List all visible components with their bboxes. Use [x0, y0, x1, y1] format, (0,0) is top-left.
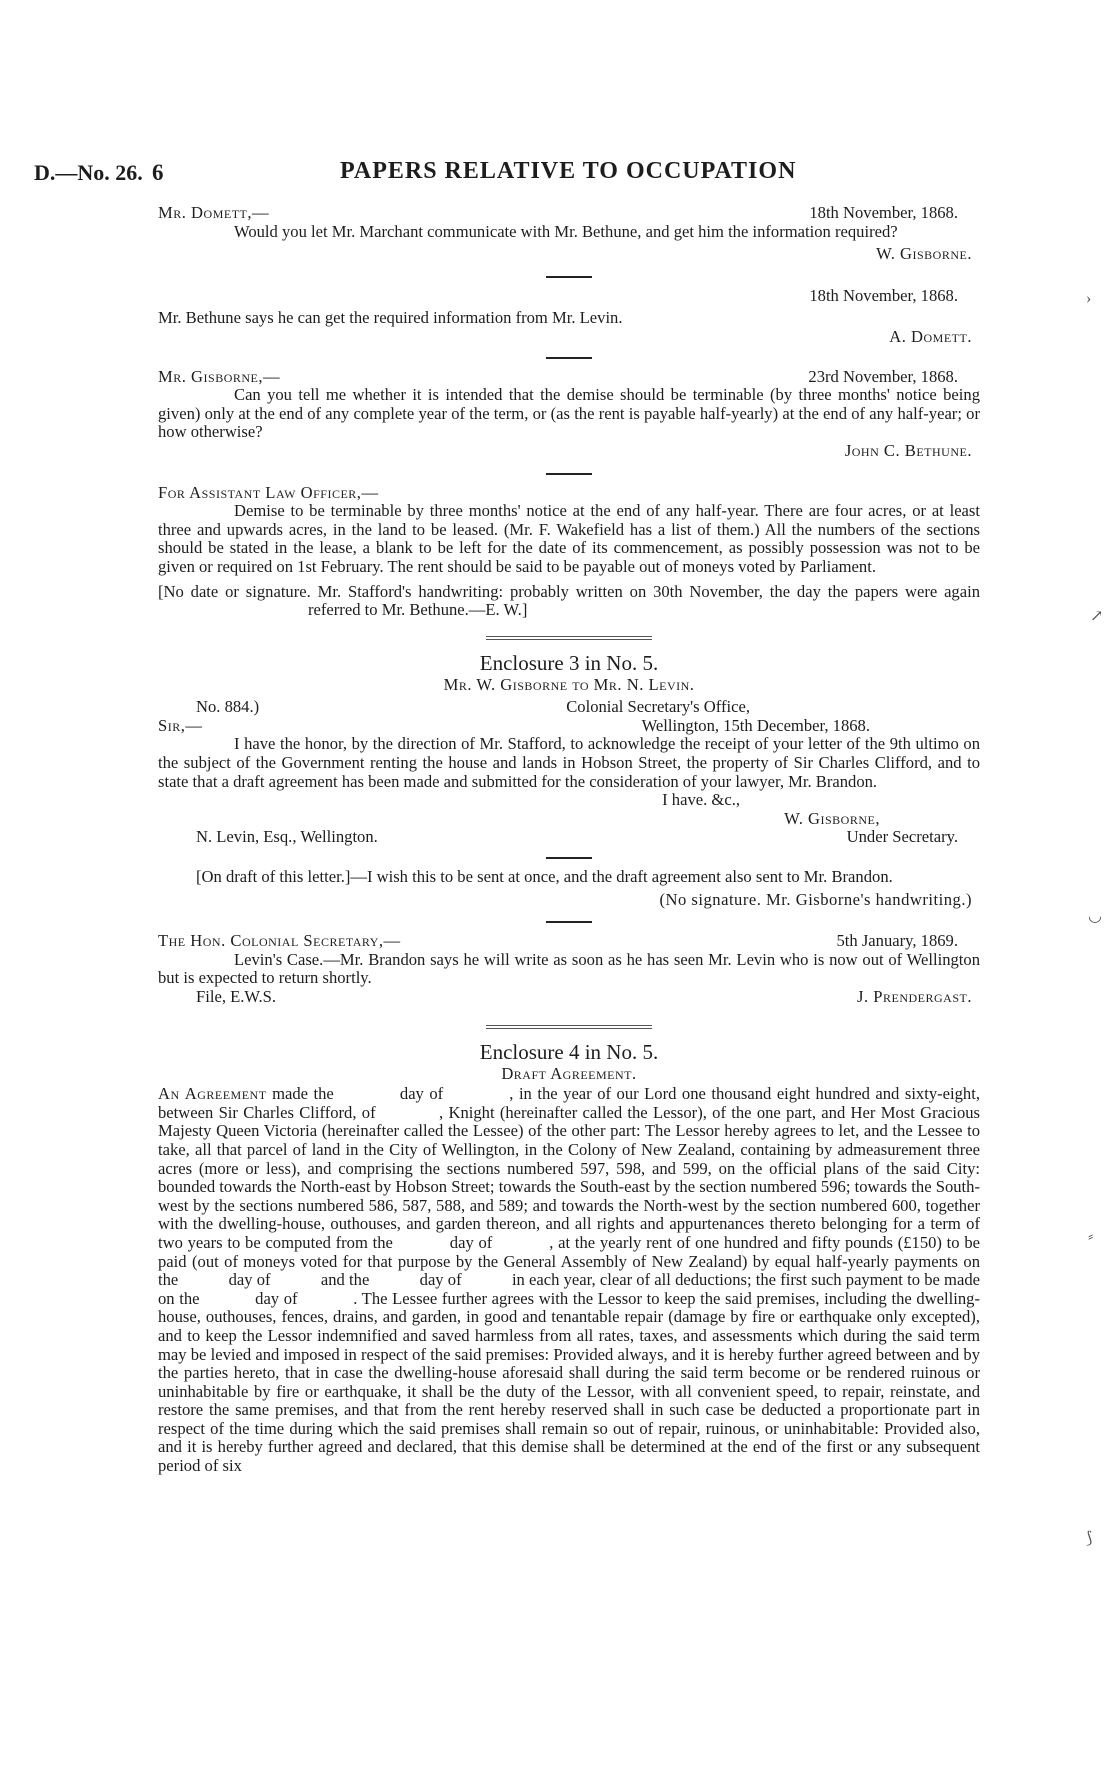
draft-note-signature: (No signature. Mr. Gisborne's handwriting.) — [659, 889, 972, 909]
memo-date: 18th November, 1868. — [809, 203, 958, 222]
divider-rule — [546, 921, 592, 923]
memo-body: Levin's Case.—Mr. Brandon says he will write as soon as he has seen Mr. Levin who is now out of Wellington but is expected to return shortly. — [158, 949, 980, 988]
letter-signatory-title: Under Secretary. — [846, 827, 958, 847]
memo-signature: John C. Bethune. — [844, 440, 972, 460]
section-divider — [486, 636, 652, 640]
divider-rule — [546, 473, 592, 475]
memo-addressee: The Hon. Colonial Secretary,— — [158, 931, 401, 951]
document-body — [158, 203, 985, 1476]
agreement-lead: An Agreement — [158, 1084, 267, 1104]
margin-mark: ⸗ — [1088, 1228, 1094, 1245]
memo-date: 23rd November, 1868. — [808, 366, 958, 386]
memo-signature: J. Prendergast. — [857, 987, 972, 1006]
document-reference: D.—No. 26. — [34, 160, 143, 185]
letter-signature: W. Gisborne, — [784, 808, 880, 828]
page-number: 6 — [152, 160, 164, 185]
margin-mark: ◡ — [1088, 908, 1102, 925]
enclosure-4 — [158, 1039, 985, 1476]
memo-file-note: File, E.W.S. — [196, 987, 277, 1006]
memo-signature: A. Domett. — [889, 326, 972, 346]
memo-date: 18th November, 1868. — [809, 285, 958, 305]
memo-body: Would you let Mr. Marchant communicate with Mr. Bethune, and get him the information required? — [234, 221, 898, 241]
margin-mark: › — [1086, 290, 1092, 307]
memo-addressee: Mr. Gisborne,— — [158, 366, 281, 386]
page-title: PAPERS RELATIVE TO OCCUPATION — [340, 158, 797, 184]
divider-rule — [546, 276, 592, 278]
letter-place-date: Wellington, 15th December, 1868. — [641, 715, 870, 735]
memo-body: Mr. Bethune says he can get the required information from Mr. Levin. — [158, 308, 623, 328]
divider-rule — [546, 357, 592, 359]
memo-signature: W. Gisborne. — [876, 244, 972, 264]
enclosure-subheading: Mr. W. Gisborne to Mr. N. Levin. — [443, 674, 695, 694]
memo-bethune-note — [158, 287, 980, 347]
memo-law-officer — [158, 484, 980, 620]
memo-date: 5th January, 1869. — [836, 931, 958, 951]
letter-recipient: N. Levin, Esq., Wellington. — [196, 827, 378, 847]
letter-number: No. 884.) — [196, 697, 260, 717]
draft-note-text: [On draft of this letter.]—I wish this to be sent at once, and the draft agreement also sent to Mr. Brandon. — [196, 867, 893, 887]
divider-rule — [546, 857, 592, 859]
enclosure-heading: Enclosure 3 in No. 5. — [479, 650, 659, 675]
letter-body: I have the honor, by the direction of Mr. Stafford, to acknowledge the receipt of your letter of the 9th ultimo on the subject of the Government renting the house and lands in Hobson Street, the property of Sir Charles Clifford, and to state that a draft agreement has been made and submitted for the consideration of your lawyer, Mr. Brandon. — [158, 734, 980, 791]
enclosure-heading: Enclosure 4 in No. 5. — [479, 1039, 659, 1064]
letter-closing: I have. &c., — [662, 790, 740, 810]
draft-note — [158, 868, 980, 909]
enclosure-subheading: Draft Agreement. — [501, 1063, 637, 1083]
memo-domett — [158, 204, 980, 264]
agreement-text: made the day of , in the year of our Lord one thousand eight hundred and sixty-eight, between Sir Charles Clifford, of , Knight (hereinafter called the Lessor), of the one part, and Her Most Gracious Majesty Queen Victoria (hereinafter called the Lessee) of the other part: The Lessor hereby agrees to let, and the Lessee to take, all that parcel of land in the City of Wellington, in the Colony of New Zealand, containing by admeasurement three acres (more or less), and comprising the sections numbered 597, 598, and 599, on the official plans of the said City: bounded towards the North-east by Hobson Street; towards the South-east by the section numbered 596; towards the South-west by the sections numbered 586, 587, 588, and 589; and towards the North-west by the section numbered 600, together with the dwelling-house, outhouses, and garden thereon, and all rights and appurtenances thereto belonging for a term of two years to be computed from the day of , at the yearly rent of one hundred and fifty pounds (£150) to be paid (out of moneys voted for that purpose by the General Assembly of New Zealand) by equal half-yearly payments on the day of and the day of in each year, clear of all deductions; the first such payment to be made on the day of . The Lessee further agrees with the Lessor to keep the said premises, including the dwelling-house, outhouses, fences, drains, and garden, in good and tenantable repair (damage by fire or earthquake only excepted), and to keep the Lessor indemnified and saved harmless from all rates, taxes, and assessments which during the said term may be levied and imposed in respect of the said premises: Provided always, and it is hereby further agreed between and by the parties hereto, that in case the dwelling-house aforesaid shall during the said term become or be rendered ruinous or uninhabitable by fire or earthquake, it shall be the duty of the Lessor, with all convenient speed, to repair, reinstate, and restore the same premises, and that from the rent hereby reserved shall in such case be deducted a proportionate part in respect of the time during which the said premises shall remain so out of repair, ruinous, or uninhabitable: Provided also, and it is hereby further agreed and declared, that this demise shall be determined at the end of the first or any subsequent period of six — [158, 1084, 985, 1476]
memo-body: Demise to be terminable by three months' notice at the end of any half-year. There are four acres, or at least three and upwards acres, in the land to be leased. (Mr. F. Wakefield has a list of them.) All the numbers of the sections should be stated in the lease, a blank to be left for the date of its commencement, as possibly possession was not to be given or required on 1st February. The rent should be said to be payable out of moneys voted by Parliament. — [158, 501, 980, 576]
memo-addressee: For Assistant Law Officer,— — [158, 482, 379, 502]
margin-mark: ↗ — [1090, 608, 1104, 625]
memo-addressee: Mr. Domett,— — [158, 203, 270, 222]
agreement-body — [158, 1084, 985, 1476]
letter-office: Colonial Secretary's Office, — [566, 697, 750, 717]
page-header — [0, 160, 1114, 190]
margin-mark: ⟆ — [1086, 1530, 1093, 1547]
enclosure-3 — [158, 650, 980, 847]
section-divider — [486, 1025, 652, 1029]
memo-prendergast — [158, 932, 980, 1006]
editorial-note: [No date or signature. Mr. Stafford's handwriting: probably written on 30th November, the day the papers were again referred to Mr. Bethune.—E. W.] — [158, 581, 980, 620]
memo-gisborne — [158, 368, 980, 461]
memo-body: Can you tell me whether it is intended that the demise should be terminable (by three months' notice being given) only at the end of any complete year of the term, or (as the rent is payable half-yearly) at the end of any half-year; or how otherwise? — [158, 385, 980, 442]
letter-salutation: Sir,— — [158, 715, 203, 735]
